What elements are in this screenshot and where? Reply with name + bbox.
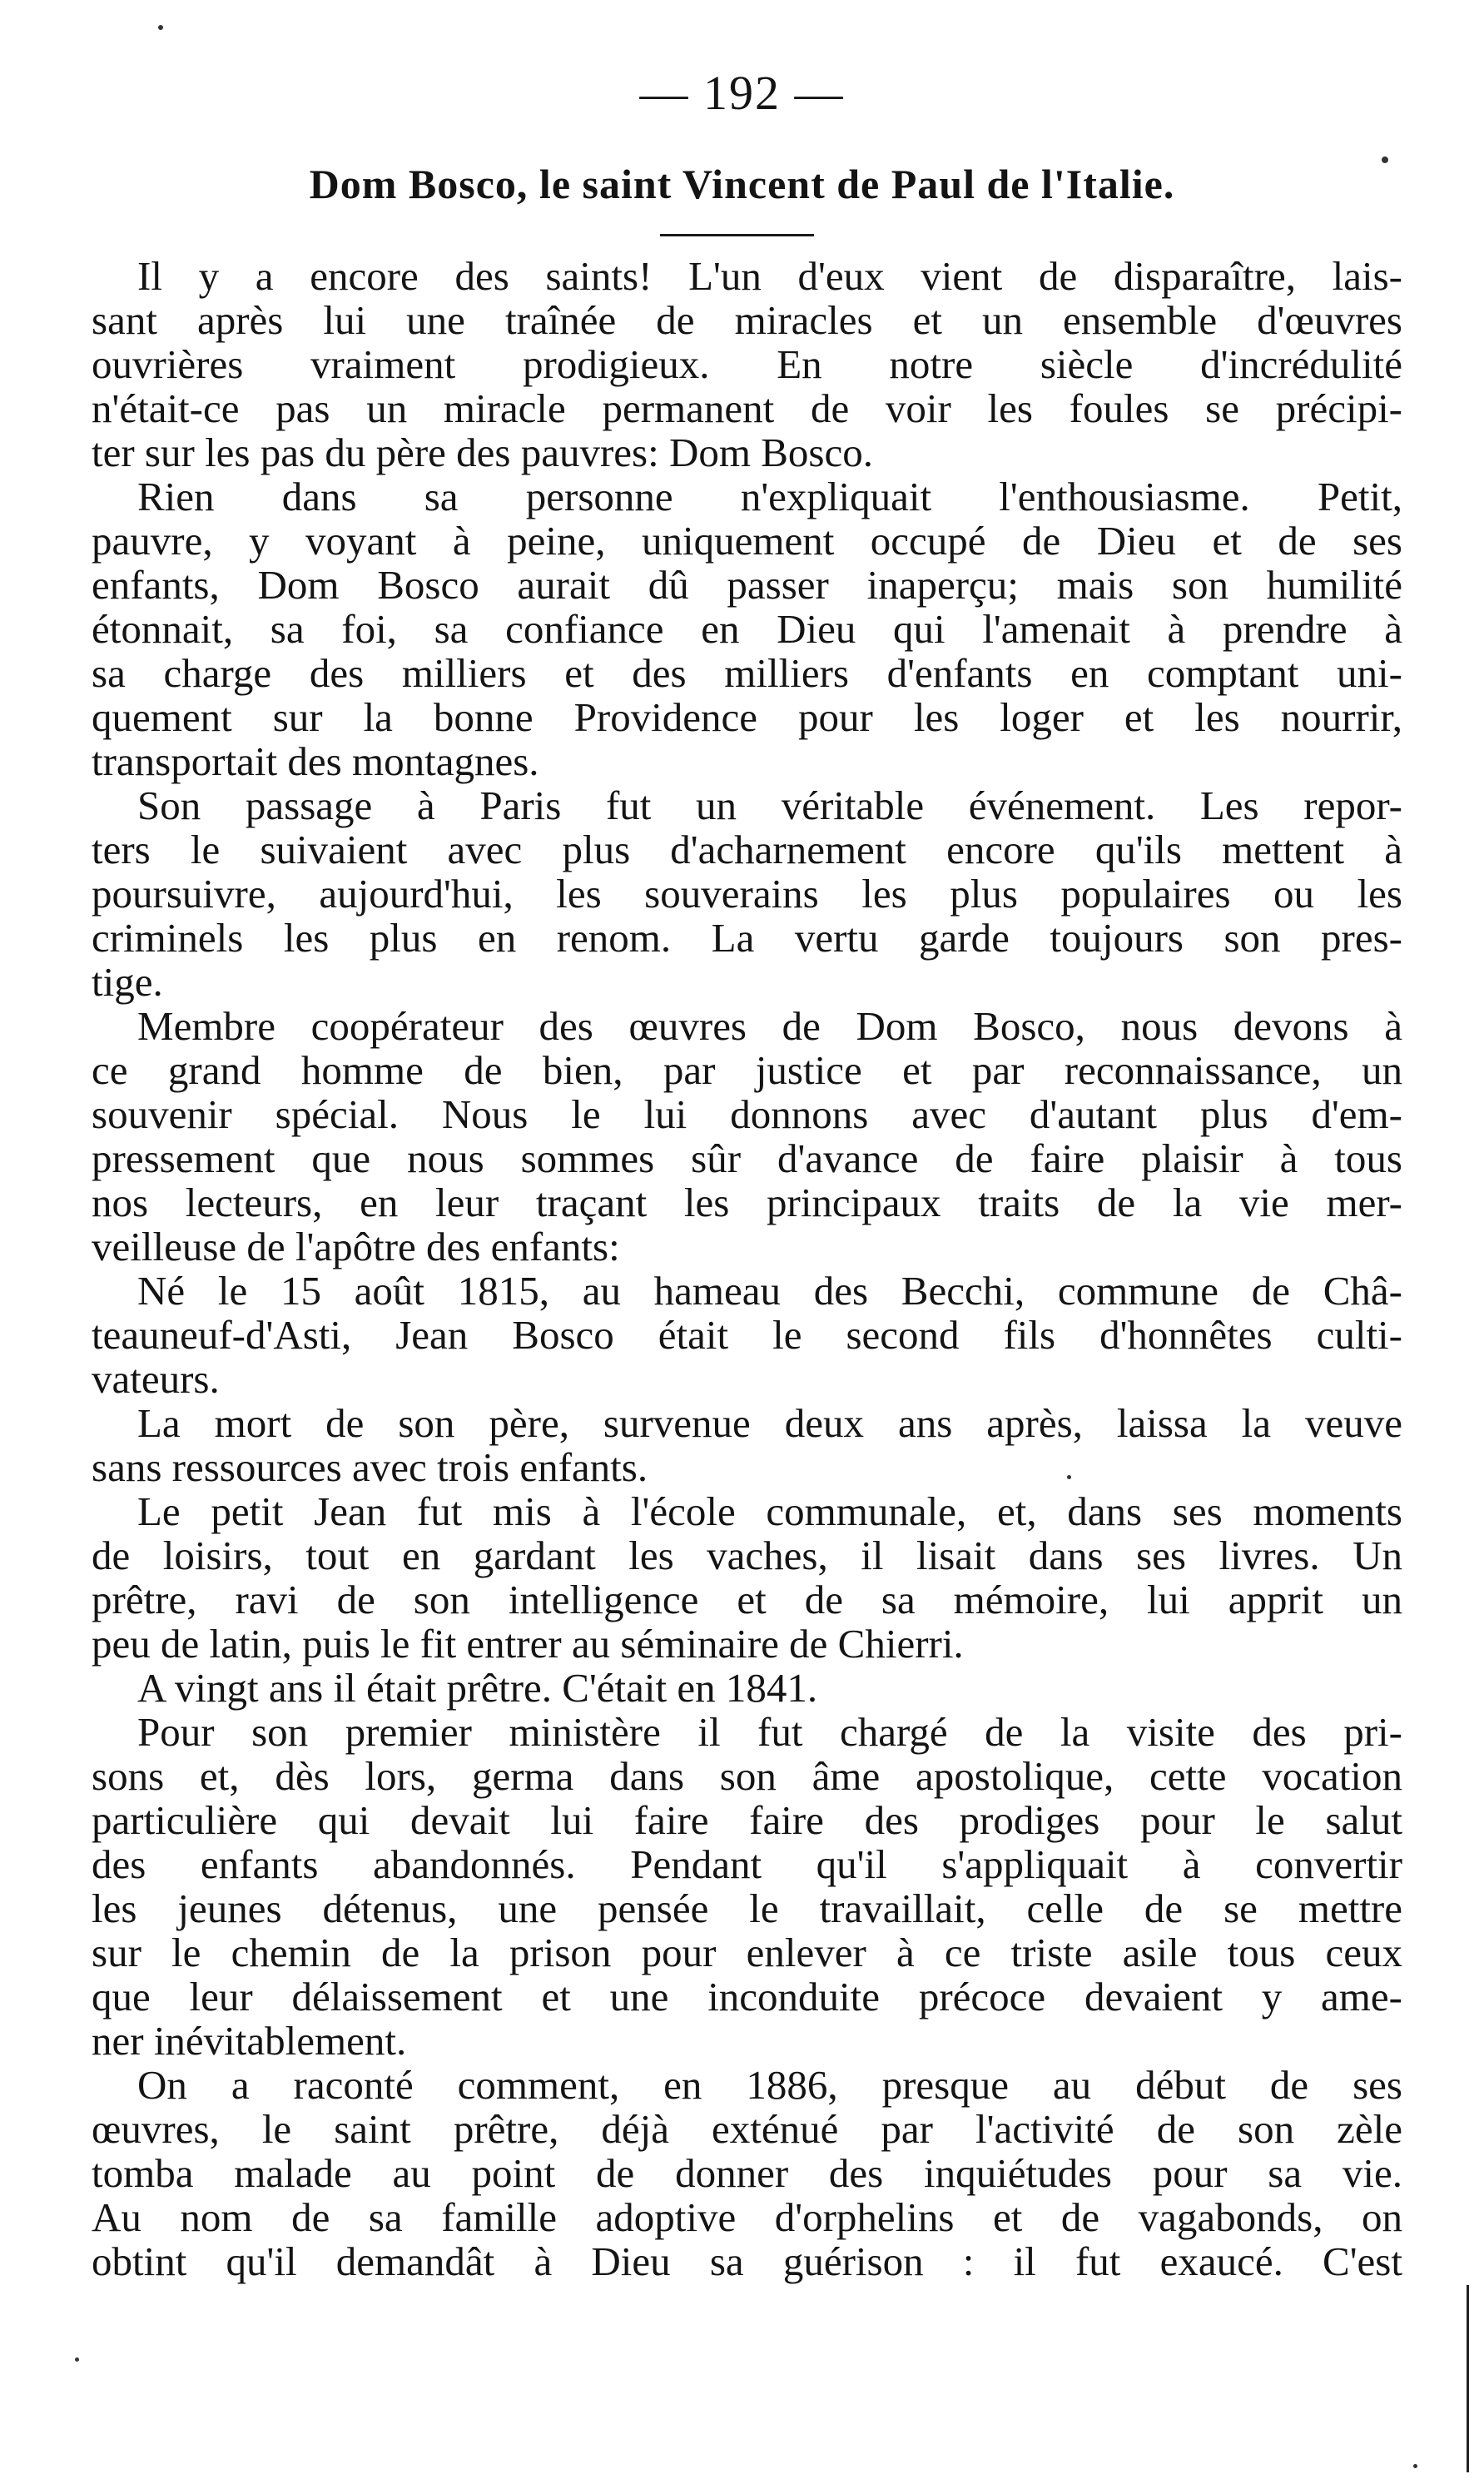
- text-line: peu de latin, puis le fit entrer au séminaire de Chierri.: [92, 1621, 964, 1667]
- text-line: Membre coopérateur des œuvres de Dom Bosco, nous devons à: [137, 1003, 1402, 1049]
- text-line: de loisirs, tout en gardant les vaches, il lisait dans ses livres. Un: [92, 1533, 1402, 1578]
- text-line: tige.: [92, 959, 163, 1005]
- text-line: criminels les plus en renom. La vertu garde toujours son pres-: [92, 915, 1402, 961]
- text-line: Né le 15 août 1815, au hameau des Becchi, commune de Châ-: [137, 1268, 1402, 1314]
- text-line: obtint qu'il demandât à Dieu sa guérison : il fut exaucé. C'est: [92, 2238, 1402, 2284]
- text-line: Au nom de sa famille adoptive d'orphelins et de vagabonds, on: [92, 2194, 1402, 2240]
- text-line: enfants, Dom Bosco aurait dû passer inaperçu; mais son humilité: [92, 562, 1402, 608]
- print-speck: [1067, 1475, 1071, 1479]
- text-line: étonnait, sa foi, sa confiance en Dieu qui l'amenait à prendre à: [92, 606, 1402, 652]
- text-line: A vingt ans il était prêtre. C'était en 1841.: [137, 1665, 818, 1711]
- print-speck: [1382, 156, 1388, 163]
- text-line: ouvrières vraiment prodigieux. En notre siècle d'incrédulité: [92, 341, 1402, 387]
- text-line: souvenir spécial. Nous le lui donnons avec d'autant plus d'em-: [92, 1091, 1402, 1137]
- text-line: sons et, dès lors, germa dans son âme apostolique, cette vocation: [92, 1753, 1402, 1799]
- text-line: sur le chemin de la prison pour enlever à ce triste asile tous ceux: [92, 1930, 1402, 1975]
- text-line: tomba malade au point de donner des inquiétudes pour sa vie.: [92, 2150, 1402, 2196]
- text-line: La mort de son père, survenue deux ans après, laissa la veuve: [137, 1400, 1402, 1446]
- text-line: particulière qui devait lui faire faire des prodiges pour le salut: [92, 1797, 1402, 1843]
- text-line: Rien dans sa personne n'expliquait l'enthousiasme. Petit,: [137, 474, 1402, 519]
- text-line: que leur délaissement et une inconduite précoce devaient y ame-: [92, 1974, 1402, 2019]
- text-line: sans ressources avec trois enfants.: [92, 1444, 648, 1490]
- article-body: [92, 254, 1402, 2283]
- title-underline-rule: [660, 234, 814, 236]
- print-speck: [75, 2357, 79, 2362]
- text-line: ner inévitablement.: [92, 2018, 407, 2064]
- text-line: pauvre, y voyant à peine, uniquement occupé de Dieu et de ses: [92, 518, 1402, 564]
- text-line: veilleuse de l'apôtre des enfants:: [92, 1224, 620, 1269]
- margin-crop-line: [1467, 2285, 1469, 2472]
- text-line: quement sur la bonne Providence pour les loger et les nourrir,: [92, 694, 1402, 740]
- text-line: Il y a encore des saints! L'un d'eux vient de disparaître, lais-: [137, 253, 1402, 299]
- text-line: vateurs.: [92, 1356, 220, 1402]
- text-line: teauneuf-d'Asti, Jean Bosco était le second fils d'honnêtes culti-: [92, 1312, 1402, 1358]
- print-speck: [158, 25, 163, 30]
- article-title: Dom Bosco, le saint Vincent de Paul de l'Italie.: [309, 161, 1175, 207]
- text-line: nos lecteurs, en leur traçant les principaux traits de la vie mer-: [92, 1180, 1402, 1225]
- text-line: œuvres, le saint prêtre, déjà exténué par l'activité de son zèle: [92, 2106, 1402, 2152]
- text-line: Le petit Jean fut mis à l'école communale, et, dans ses moments: [137, 1488, 1402, 1534]
- text-line: n'était-ce pas un miracle permanent de voir les foules se précipi-: [92, 385, 1402, 431]
- text-line: sa charge des milliers et des milliers d'enfants en comptant uni-: [92, 650, 1402, 696]
- text-line: ce grand homme de bien, par justice et par reconnaissance, un: [92, 1047, 1402, 1093]
- text-line: sant après lui une traînée de miracles et un ensemble d'œuvres: [92, 297, 1402, 343]
- text-line: ters le suivaient avec plus d'acharnement encore qu'ils mettent à: [92, 827, 1402, 872]
- page-number: — 192 —: [639, 66, 845, 120]
- text-line: prêtre, ravi de son intelligence et de sa mémoire, lui apprit un: [92, 1577, 1402, 1622]
- text-line: pressement que nous sommes sûr d'avance de faire plaisir à tous: [92, 1135, 1402, 1181]
- print-speck: [1413, 2464, 1417, 2468]
- text-line: Son passage à Paris fut un véritable événement. Les repor-: [137, 782, 1402, 828]
- text-line: ter sur les pas du père des pauvres: Dom Bosco.: [92, 430, 873, 475]
- text-line: On a raconté comment, en 1886, presque au début de ses: [137, 2062, 1402, 2108]
- text-line: poursuivre, aujourd'hui, les souverains les plus populaires ou les: [92, 871, 1402, 917]
- text-line: des enfants abandonnés. Pendant qu'il s'appliquait à convertir: [92, 1841, 1402, 1887]
- text-line: transportait des montagnes.: [92, 738, 539, 784]
- text-line: les jeunes détenus, une pensée le travaillait, celle de se mettre: [92, 1885, 1402, 1931]
- text-line: Pour son premier ministère il fut chargé de la visite des pri-: [137, 1709, 1402, 1755]
